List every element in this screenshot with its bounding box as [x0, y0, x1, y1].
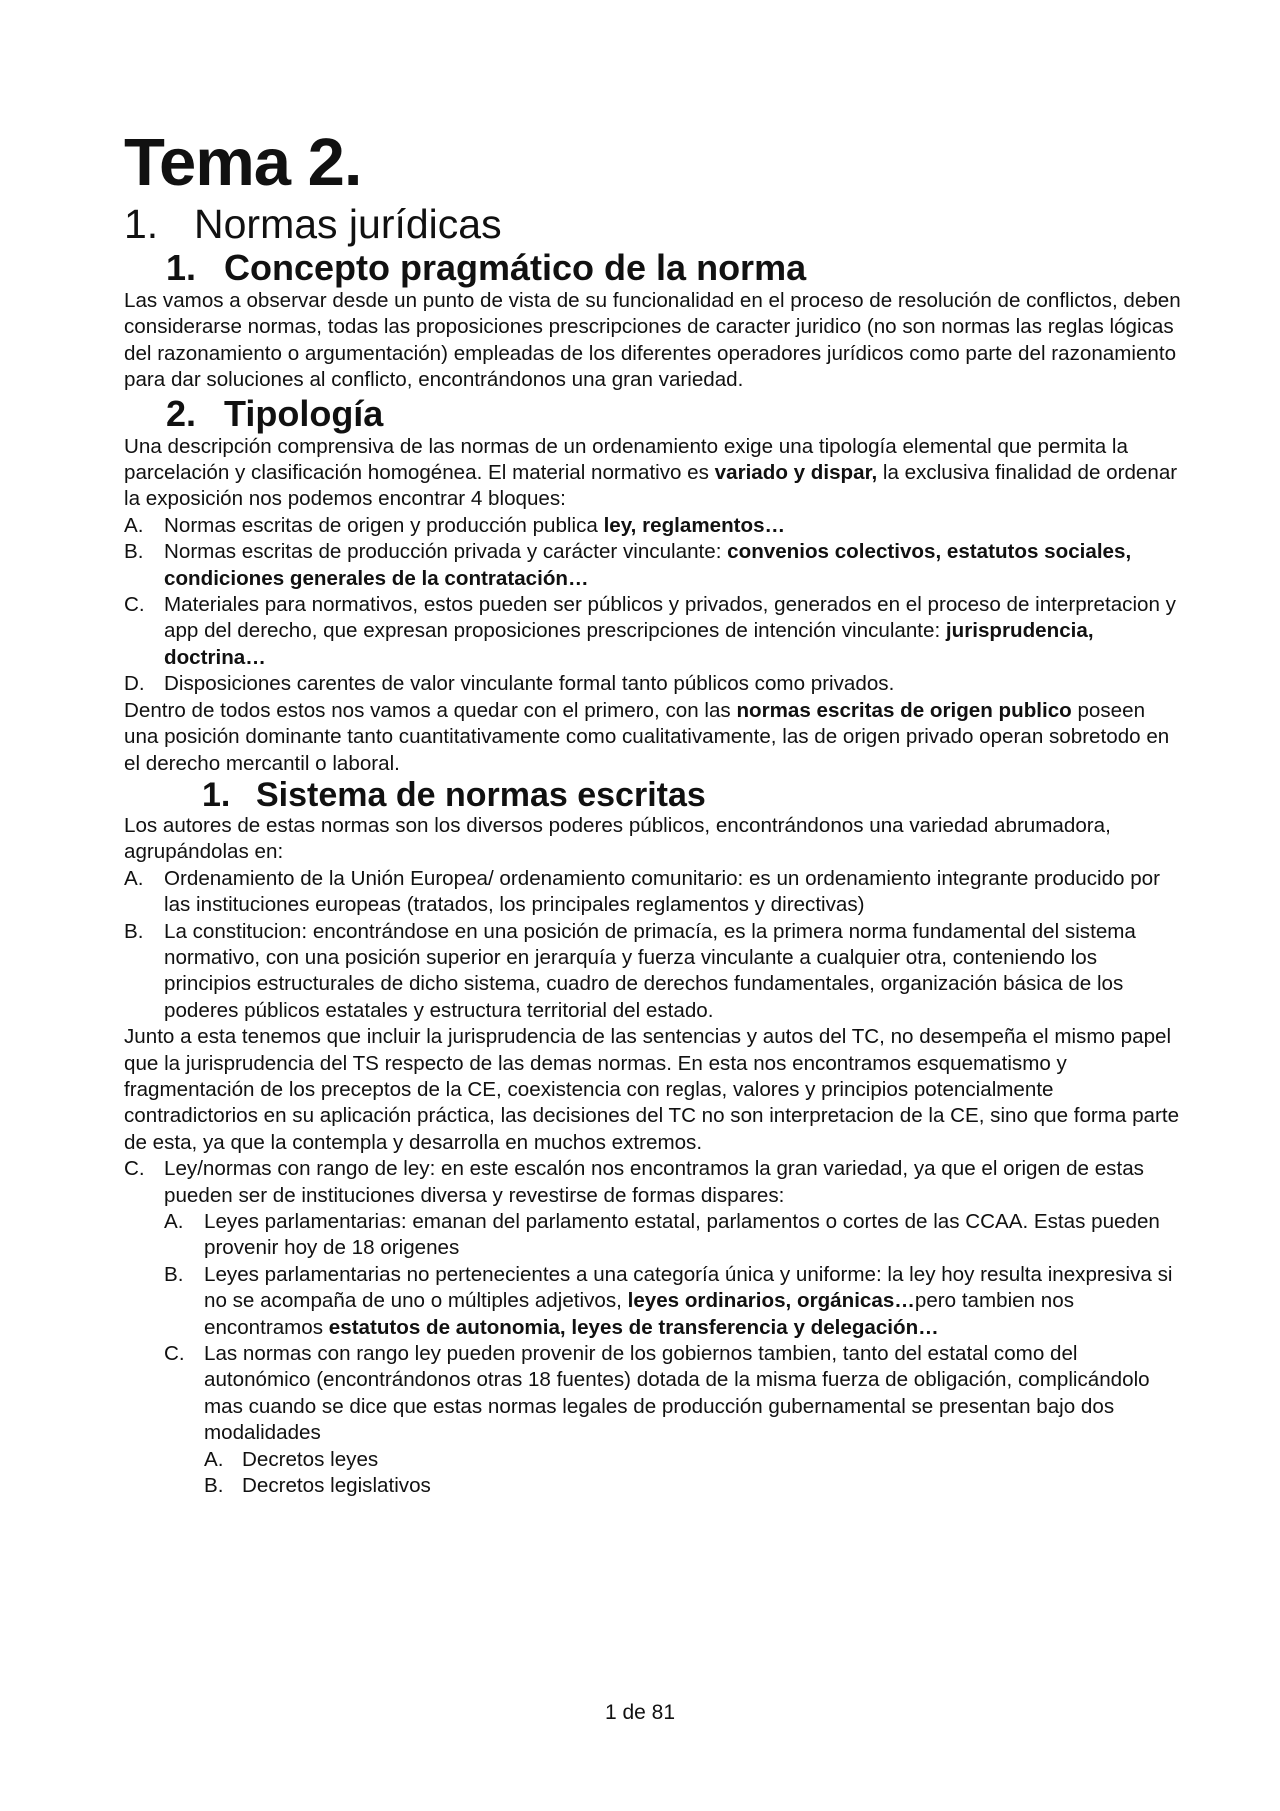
- subsection-number: 2.: [166, 392, 197, 434]
- document-title: Tema 2.: [124, 125, 362, 200]
- section-title: Normas jurídicas: [194, 201, 502, 247]
- list-marker: B.: [164, 1262, 184, 1286]
- list-item: [124, 513, 1184, 539]
- text-run: Leyes parlamentarias no pertenecientes a una categoría única y uniforme: la ley hoy resulta inexpresiva si no se acompaña de uno o múltiples adjetivos,: [204, 1262, 1173, 1313]
- text-run: Ordenamiento de la Unión Europea/ ordenamiento comunitario: es un ordenamiento integrante producido por las instituciones europeas (tratados, los principales reglamentos y directivas): [164, 866, 1160, 917]
- text-run: Decretos leyes: [242, 1447, 379, 1471]
- text-run: poseen una posición dominante tanto cuantitativamente como cualitativamente, las de origen privado operan sobretodo en el derecho mercantil o laboral.: [124, 698, 1170, 775]
- subsection-heading-sistema: [124, 777, 1184, 813]
- tipologia-outro: [124, 698, 1184, 777]
- section-heading-normas-juridicas: [124, 200, 1184, 248]
- section-number: 1.: [124, 201, 159, 247]
- subsection-title: Tipología: [224, 392, 384, 434]
- bold-run: estatutos de autonomia, leyes de transferencia y delegación…: [328, 1315, 939, 1339]
- concepto-paragraph: Las vamos a observar desde un punto de vista de su funcionalidad en el proceso de resolución de conflictos, deben considerarse normas, todas las proposiciones prescripciones de caracter juridico (no son normas las reglas lógicas del razonamiento o argumentación) empleadas de los diferentes operadores jurídicos como parte del razonamiento para dar soluciones al conflicto, encontrándonos una gran variedad.: [124, 289, 1181, 392]
- list-marker: A.: [124, 513, 144, 537]
- text-run: Una descripción comprensiva de las normas de un ordenamiento exige una tipología elemental que permita la parcelación y clasificación homogénea. El material normativo es: [124, 434, 1128, 485]
- text-run: Materiales para normativos, estos pueden ser públicos y privados, generados en el proceso de interpretacion y app del derecho, que expresan proposiciones prescripciones de intención vinculante:: [164, 593, 1176, 643]
- text-run: pero tambien nos encontramos: [204, 1289, 1075, 1339]
- text-run: la exclusiva finalidad de ordenar la exposición nos podemos encontrar 4 bloques:: [124, 461, 1178, 511]
- list-marker: B.: [124, 540, 144, 564]
- text-run: Normas escritas de origen y producción publica: [164, 513, 604, 537]
- list-marker: A.: [164, 1210, 184, 1233]
- subsection-heading-tipologia: [124, 394, 1184, 434]
- list-item: [124, 592, 1184, 671]
- list-item: [124, 539, 1184, 592]
- text-run: Disposiciones carentes de valor vinculante formal tanto públicos como privados.: [164, 672, 895, 696]
- bold-run: leyes ordinarios, orgánicas…: [627, 1289, 915, 1313]
- list-marker: C.: [164, 1342, 185, 1366]
- text-run: La constitucion: encontrándose en una posición de primacía, es la primera norma fundamental del sistema normativo, con una posición superior en jerarquía y fuerza vinculante a cualquier otra, conteniendo los principios estructurales de dicho sistema, cuadro de derechos fundamentales, organización básica de los poderes públicos estatales y estructura territorial del estado.: [164, 919, 1136, 1022]
- text-run: Leyes parlamentarias: emanan del parlamento estatal, parlamentos o cortes de las CCAA. Estas pueden provenir hoy de 18 origenes: [204, 1210, 1160, 1260]
- jurisprudencia-paragraph: Junto a esta tenemos que incluir la jurisprudencia de las sentencias y autos del TC, no desempeña el mismo papel que la jurisprudencia del TS respecto de las demas normas. En esta nos encontramos esquematismo y fragmentación de los preceptos de la CE, coexistencia con reglas, valores y principios potencialmente contradictorios en su aplicación práctica, las decisiones del TC no son interpretacion de la CE, sino que forma parte de esta, ya que la contempla y desarrolla en muchos extremos.: [124, 1025, 1180, 1154]
- text-run: Decretos legislativos: [242, 1474, 431, 1498]
- nested-list-item: [124, 1447, 1184, 1473]
- text-run: Dentro de todos estos nos vamos a quedar con el primero, con las: [124, 698, 737, 722]
- text-run: Las normas con rango ley pueden provenir de los gobiernos tambien, tanto del estatal como del autonómico (encontrándonos otras 18 fuentes) dotada de la misma fuerza de obligación, complicándolo mas cuando se dice que estas normas legales de producción gubernamental se presentan bajo dos modalidades: [204, 1342, 1150, 1445]
- subsection-number: 1.: [166, 247, 197, 288]
- list-marker: C.: [124, 1157, 145, 1181]
- bold-run: variado y dispar,: [714, 461, 878, 485]
- subsection-heading-concepto: [124, 248, 1184, 288]
- sistema-intro: Los autores de estas normas son los diversos poderes públicos, encontrándonos una variedad abrumadora, agrupándolas en:: [124, 813, 1111, 864]
- nested-list-item: [124, 1473, 1184, 1499]
- list-item: [124, 1156, 1184, 1209]
- list-item: [124, 671, 1184, 697]
- subsection-title: Concepto pragmático de la norma: [224, 247, 807, 288]
- list-marker: B.: [124, 919, 144, 943]
- nested-list-item: [124, 1341, 1184, 1447]
- bold-run: ley, reglamentos…: [603, 513, 786, 537]
- subsection-title: Sistema de normas escritas: [256, 775, 706, 814]
- bold-run: convenios colectivos, estatutos sociales, condiciones generales de la contratación…: [164, 540, 1132, 590]
- page-content: [124, 125, 1184, 1499]
- subsection-number: 1.: [202, 775, 231, 814]
- list-item: [124, 919, 1184, 1025]
- list-marker: A.: [124, 866, 144, 890]
- tipologia-intro: [124, 434, 1184, 513]
- nested-list-item: [124, 1209, 1184, 1262]
- list-marker: B.: [204, 1474, 224, 1498]
- list-item: [124, 866, 1184, 919]
- text-run: Ley/normas con rango de ley: en este escalón nos encontramos la gran variedad, ya que el origen de estas pueden ser de instituciones diversa y revestirse de formas dispares:: [164, 1157, 1144, 1207]
- bold-run: jurisprudencia, doctrina…: [164, 619, 1094, 669]
- list-marker: C.: [124, 593, 145, 617]
- nested-list-item: [124, 1262, 1184, 1341]
- bold-run: normas escritas de origen publico: [736, 698, 1072, 722]
- list-marker: A.: [204, 1447, 224, 1471]
- list-marker: D.: [124, 672, 145, 696]
- page-number: 1 de 81: [604, 1701, 676, 1724]
- text-run: Normas escritas de producción privada y carácter vinculante:: [164, 540, 728, 564]
